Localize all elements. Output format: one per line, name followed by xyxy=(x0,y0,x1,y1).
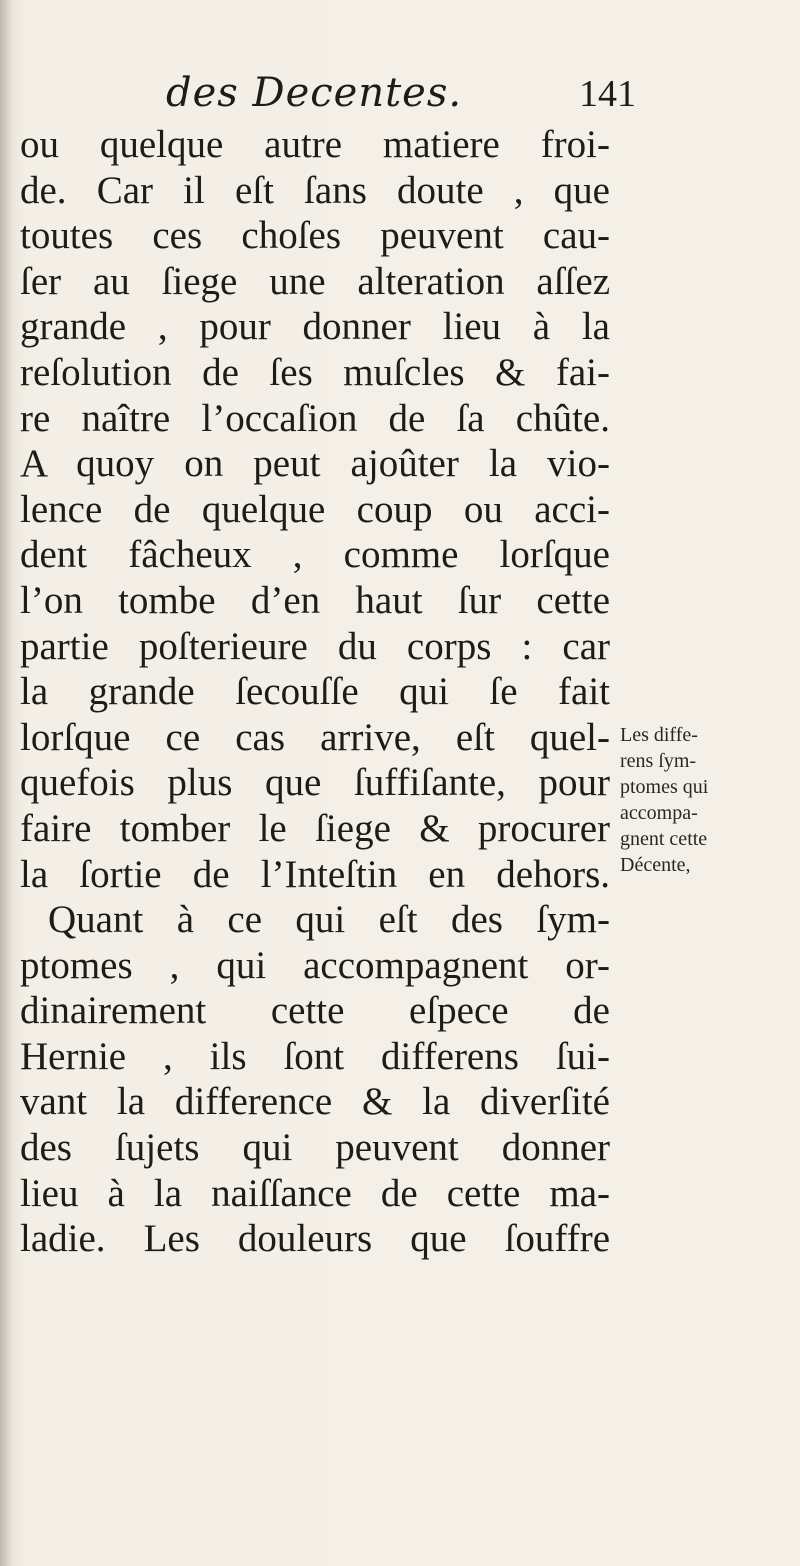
text-line: A quoy on peut ajoûter la vio- xyxy=(20,442,610,486)
text-line: Hernie , ils ſont differens ſui- xyxy=(20,1034,610,1078)
margin-note-line: rens ſym- xyxy=(620,750,697,772)
running-title: des Decentes. xyxy=(166,70,463,116)
text-line: l’on tombe d’en haut ſur cette xyxy=(20,578,610,622)
text-line: faire tomber le ſiege & procurer xyxy=(20,806,610,850)
page-header xyxy=(166,70,636,120)
text-line: Quant à ce qui eſt des ſym- xyxy=(48,898,610,942)
text-line: ptomes , qui accompagnent or- xyxy=(20,943,610,987)
gutter-shadow xyxy=(0,0,14,1566)
text-line: quefois plus que ſuffiſante, pour xyxy=(20,761,610,805)
margin-note-line: Décente, xyxy=(620,854,691,876)
margin-note-line: accompa- xyxy=(620,802,698,824)
text-line: la grande ſecouſſe qui ſe fait xyxy=(20,670,610,714)
text-line: grande , pour donner lieu à la xyxy=(20,305,610,349)
margin-note-line: Les diffe- xyxy=(620,724,698,746)
margin-note xyxy=(620,722,796,878)
text-line: la ſortie de l’Inteſtin en dehors. xyxy=(20,852,610,896)
text-line: reſolution de ſes muſcles & fai- xyxy=(20,350,610,394)
margin-note-line: gnent cette xyxy=(620,828,708,850)
text-line: dinairement cette eſpece de xyxy=(20,989,610,1033)
text-line: de. Car il eſt ſans doute , que xyxy=(20,168,610,212)
text-line: des ſujets qui peuvent donner xyxy=(20,1126,610,1170)
text-line: partie poſterieure du corps : car xyxy=(20,624,610,668)
text-line: ou quelque autre matiere froi- xyxy=(20,123,610,166)
text-line: toutes ces choſes peuvent cau- xyxy=(20,214,610,258)
text-line: lorſque ce cas arrive, eſt quel- xyxy=(20,715,610,759)
margin-note-line: ptomes qui xyxy=(620,776,709,798)
text-line: vant la difference & la diverſité xyxy=(20,1080,610,1124)
text-line: lieu à la naiſſance de cette ma- xyxy=(20,1171,610,1215)
text-line: re naître l’occaſion de ſa chûte. xyxy=(20,396,610,440)
page-number: 141 xyxy=(579,73,636,115)
text-line: ſer au ſiege une alteration aſſez xyxy=(20,259,610,303)
text-line: dent fâcheux , comme lorſque xyxy=(20,533,610,577)
text-line: lence de quelque coup ou acci- xyxy=(20,487,610,531)
body-text xyxy=(20,122,610,1262)
text-line: ladie. Les douleurs que ſouffre xyxy=(20,1217,610,1261)
